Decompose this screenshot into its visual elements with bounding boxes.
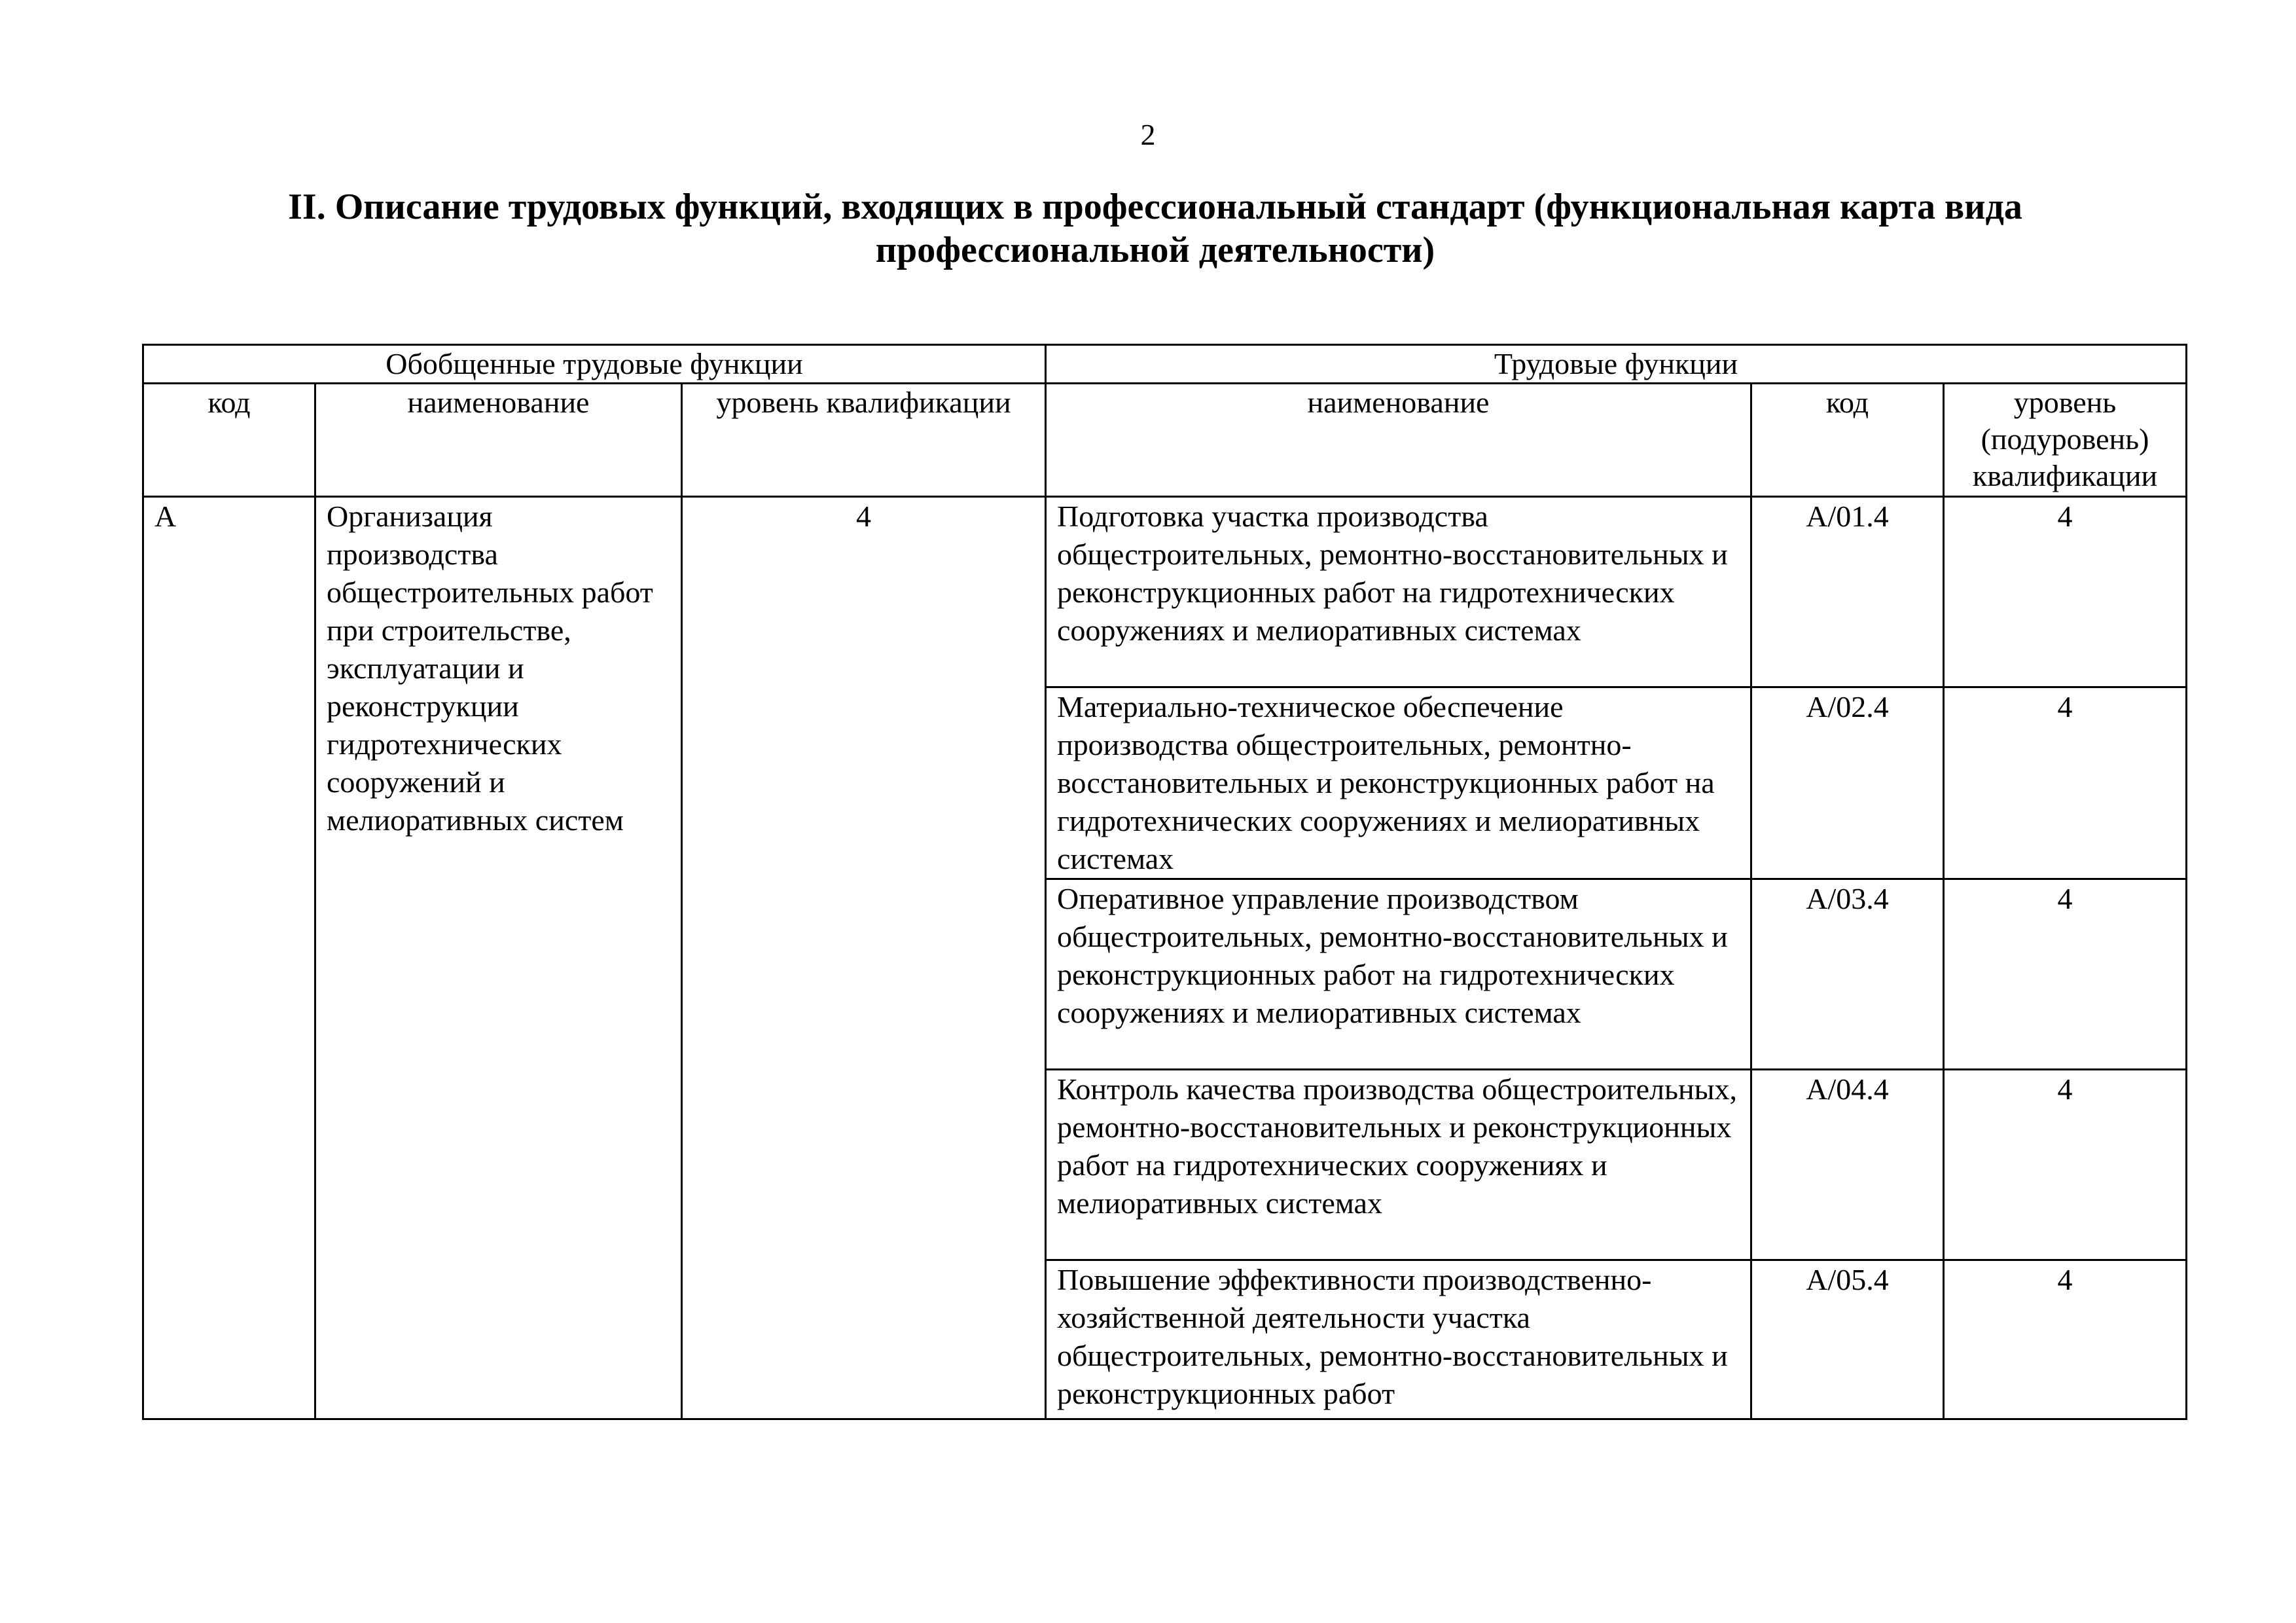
function-code: А/04.4: [1751, 1070, 1944, 1260]
generalized-functions-header: Обобщенные трудовые функции: [143, 345, 1046, 384]
func-code-header: код: [1751, 384, 1944, 497]
function-level: 4: [1944, 1070, 2187, 1260]
function-code: А/03.4: [1751, 879, 1944, 1070]
function-code: А/02.4: [1751, 687, 1944, 879]
function-level: 4: [1944, 1260, 2187, 1419]
gen-name-header: наименование: [315, 384, 682, 497]
function-level: 4: [1944, 687, 2187, 879]
gen-function-code: А: [143, 497, 315, 1419]
group-header-row: [143, 345, 2187, 384]
gen-function-name: Организация производства общестроительных работ при строительстве, эксплуатации и реконструкции гидротехнических сооружений и мелиоративных систем: [315, 497, 682, 1419]
table-row: [143, 497, 2187, 687]
function-level: 4: [1944, 879, 2187, 1070]
gen-level-header: уровень квалификации: [682, 384, 1046, 497]
gen-function-level: 4: [682, 497, 1046, 1419]
function-name: Контроль качества производства общестроительных, ремонтно-восстановительных и реконструкционных работ на гидротехнических сооружениях и мелиоративных системах: [1046, 1070, 1751, 1260]
function-name: Подготовка участка производства общестроительных, ремонтно-восстановительных и реконструкционных работ на гидротехнических сооружениях и мелиоративных системах: [1046, 497, 1751, 687]
function-name: Материально-техническое обеспечение производства общестроительных, ремонтно-восстановительных и реконструкционных работ на гидротехнических сооружениях и мелиоративных системах: [1046, 687, 1751, 879]
column-header-row: [143, 384, 2187, 497]
function-level: 4: [1944, 497, 2187, 687]
func-name-header: наименование: [1046, 384, 1751, 497]
labor-functions-header: Трудовые функции: [1046, 345, 2187, 384]
functional-map-table: [142, 344, 2187, 1420]
func-level-header: уровень (подуровень) квалификации: [1944, 384, 2187, 497]
function-name: Оперативное управление производством общестроительных, ремонтно-восстановительных и реконструкционных работ на гидротехнических сооружениях и мелиоративных системах: [1046, 879, 1751, 1070]
gen-code-header: код: [143, 384, 315, 497]
page-number: 2: [1140, 118, 1156, 151]
function-code: А/01.4: [1751, 497, 1944, 687]
document-title: II. Описание трудовых функций, входящих в профессиональный стандарт (функциональная карта вида профессиональной деятельности): [288, 187, 2022, 270]
function-name: Повышение эффективности производственно-хозяйственной деятельности участка общестроительных, ремонтно-восстановительных и реконструкционных работ: [1046, 1260, 1751, 1419]
function-code: А/05.4: [1751, 1260, 1944, 1419]
